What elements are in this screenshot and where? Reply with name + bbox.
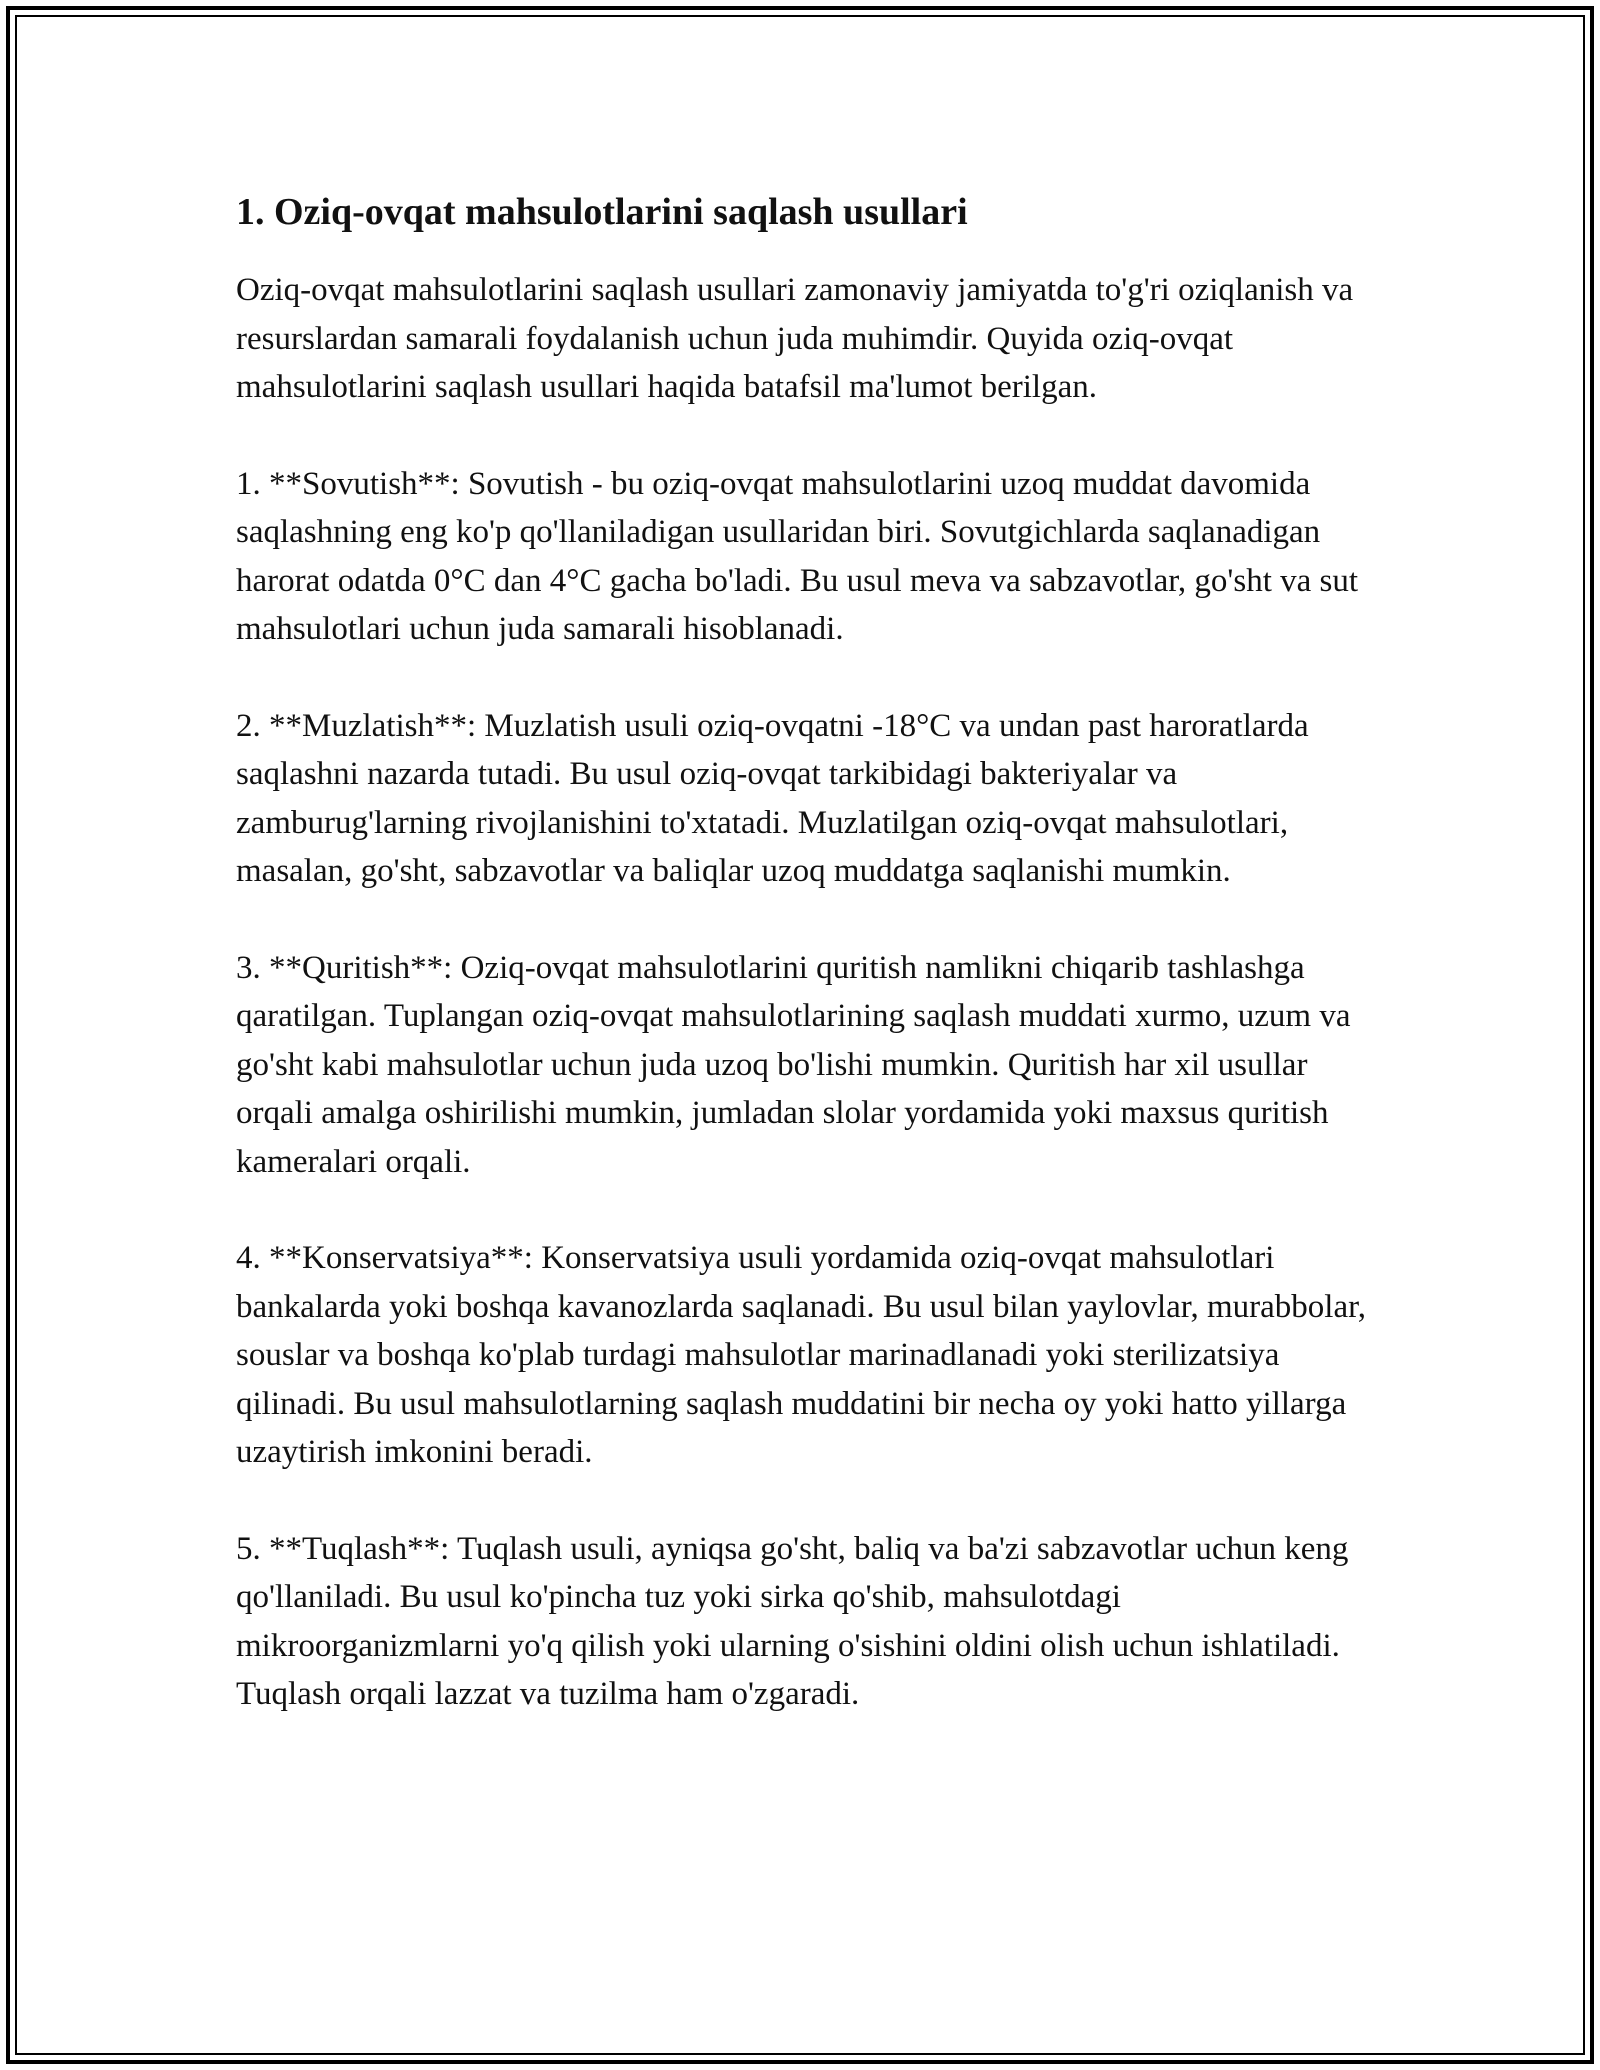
paragraph-konservatsiya: 4. **Konservatsiya**: Konservatsiya usuli yordamida oziq-ovqat mahsulotlari bankalarda yoki boshqa kavanozlarda saqlanadi. Bu usul bilan yaylovlar, murabbolar, souslar va boshqa ko'plab turdagi mahsulotlar marinadlanadi yoki sterilizatsiya qilinadi. Bu usul mahsulotlarning saqlash muddatini bir necha oy yoki hatto yillarga uzaytirish imkonini beradi.	[236, 1240, 1367, 1470]
paragraph-tuqlash: 5. **Tuqlash**: Tuqlash usuli, ayniqsa go'sht, baliq va ba'zi sabzavotlar uchun keng qo'llaniladi. Bu usul ko'pincha tuz yoki sirka qo'shib, mahsulotdagi mikroorganizmlarni yo'q qilish yoki ularning o'sishini oldini olish uchun ishlatiladi. Tuqlash orqali lazzat va tuzilma ham o'zgaradi.	[236, 1530, 1349, 1712]
document-title: 1. Oziq-ovqat mahsulotlarini saqlash usullari	[236, 191, 968, 233]
paragraph-quritish: 3. **Quritish**: Oziq-ovqat mahsulotlarini quritish namlikni chiqarib tashlashga qaratilgan. Tuplangan oziq-ovqat mahsulotlarining saqlash muddati xurmo, uzum va go'sht kabi mahsulotlar uchun juda uzoq bo'lishi mumkin. Quritish har xil usullar orqali amalga oshirilishi mumkin, jumladan slolar yordamida yoki maxsus quritish kameralari orqali.	[236, 949, 1351, 1180]
paragraph-sovutish: 1. **Sovutish**: Sovutish - bu oziq-ovqat mahsulotlarini uzoq muddat davomida saqlashning eng ko'p qo'llaniladigan usullaridan biri. Sovutgichlarda saqlanadigan harorat odatda 0°C dan 4°C gacha bo'ladi. Bu usul meva va sabzavotlar, go'sht va sut mahsulotlari uchun juda samarali hisoblanadi.	[236, 465, 1359, 647]
intro-paragraph: Oziq-ovqat mahsulotlarini saqlash usullari zamonaviy jamiyatda to'g'ri oziqlanish va resurslardan samarali foydalanish uchun juda muhimdir. Quyida oziq-ovqat mahsulotlarini saqlash usullari haqida batafsil ma'lumot berilgan.	[236, 272, 1354, 405]
paragraph-muzlatish: 2. **Muzlatish**: Muzlatish usuli oziq-ovqatni -18°C va undan past haroratlarda saqlashni nazarda tutadi. Bu usul oziq-ovqat tarkibidagi bakteriyalar va zamburug'larning rivojlanishini to'xtatadi. Muzlatilgan oziq-ovqat mahsulotlari, masalan, go'sht, sabzavotlar va baliqlar uzoq muddatga saqlanishi mumkin.	[236, 707, 1309, 889]
document-body	[236, 186, 1366, 1767]
